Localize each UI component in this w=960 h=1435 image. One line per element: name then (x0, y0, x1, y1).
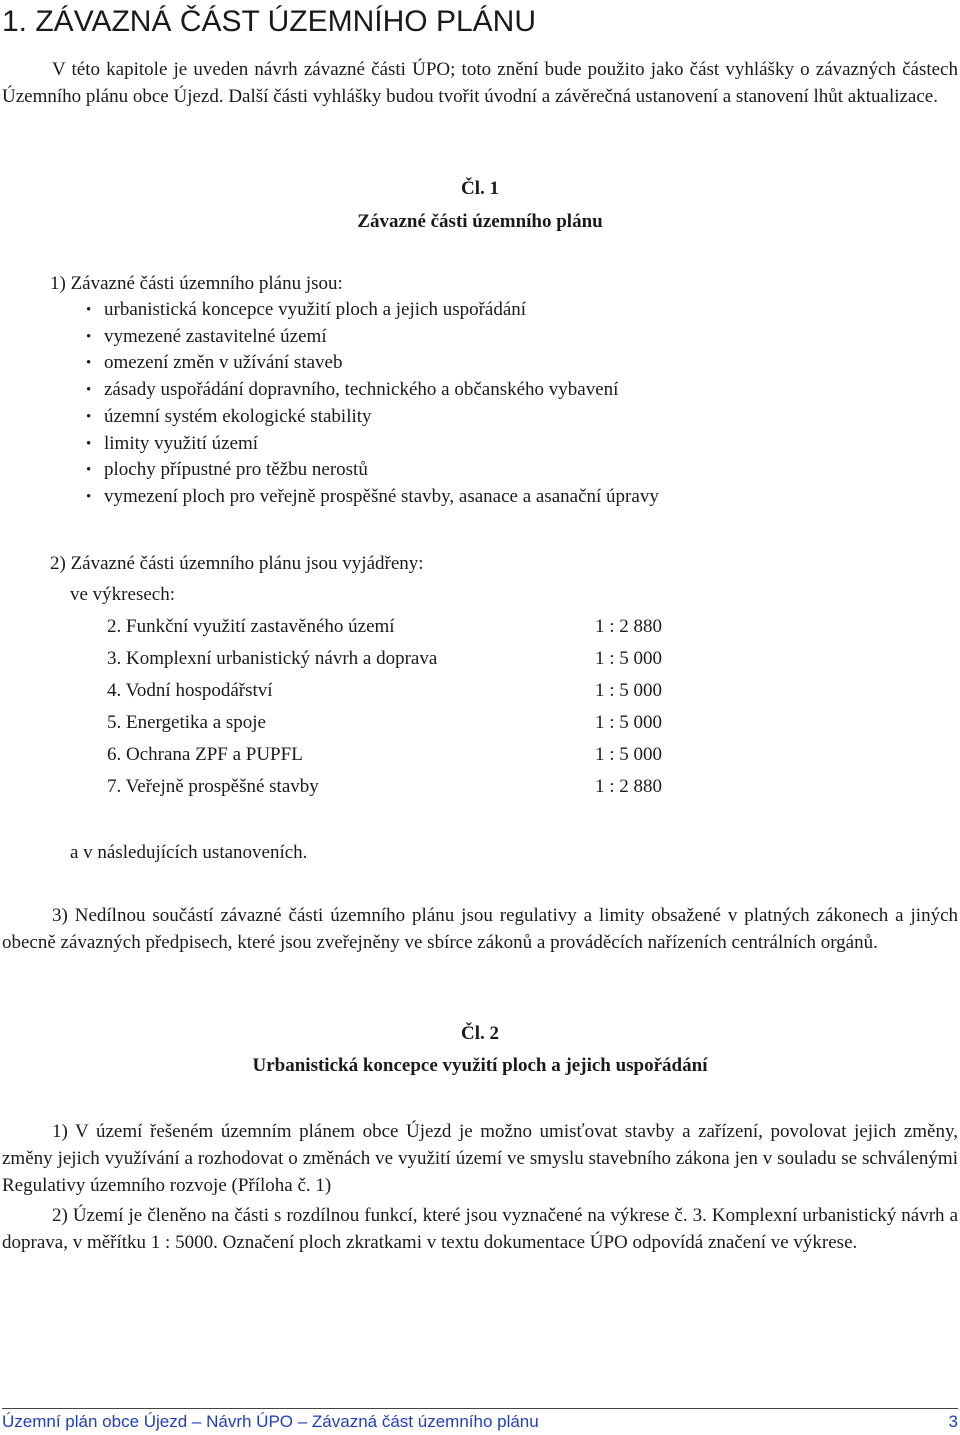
list-item: • vymezení ploch pro veřejně prospěšné stavby, asanace a asanační úpravy (86, 484, 659, 511)
list-item: • plochy přípustné pro těžbu nerostů (86, 457, 659, 484)
article-1-p2-sub: ve výkresech: (70, 584, 175, 605)
footer-text: Územní plán obce Újezd – Návrh ÚPO – Závazná část územního plánu (2, 1412, 539, 1431)
drawing-scale: 1 : 5 000 (595, 680, 663, 701)
intro-paragraph: V této kapitole je uveden návrh závazné části ÚPO; toto znění bude použito jako část vyhlášky o závazných částech Územního plánu obce Újezd. Další části vyhlášky budou tvořit úvodní a závěrečná ustanovení a stanovení lhůt aktualizace. (2, 59, 958, 107)
bullet-icon: • (86, 302, 92, 318)
list-item: • vymezené zastavitelné území (86, 324, 659, 351)
bullet-icon: • (86, 382, 92, 399)
article-1-p3: 3) Nedílnou součástí závazné části územního plánu jsou regulativy a limity obsažené v platných zákonech a jiných obecně závazných předpisech, které jsou zveřejněny ve sbírce zákonů a prováděcích nařízeních centrálních orgánů. (2, 905, 958, 953)
article-1-p2-tail: a v následujících ustanoveních. (70, 842, 308, 863)
footer-divider (2, 1408, 958, 1409)
article-1-title: Závazné části územního plánu (357, 211, 603, 232)
list-item: • zásady uspořádání dopravního, technického a občanského vybavení (86, 377, 659, 404)
bullet-icon: • (86, 435, 92, 452)
drawing-scale: 1 : 5 000 (595, 648, 663, 669)
drawing-scale: 1 : 2 880 (595, 776, 663, 797)
bullet-icon: • (86, 328, 92, 345)
list-item: • omezení změn v užívání staveb (86, 350, 659, 377)
drawing-name: 7. Veřejně prospěšné stavby (107, 776, 319, 797)
list-item: • územní systém ekologické stability (86, 404, 659, 431)
drawing-name: 5. Energetika a spoje (107, 712, 266, 733)
drawing-scale: 1 : 2 880 (595, 616, 663, 637)
drawing-scale: 1 : 5 000 (595, 744, 663, 765)
article-2-p1: 1) V území řešeném územním plánem obce Újezd je možno umisťovat stavby a zařízení, povolovat jejich změny, změny jejich využívání a rozhodovat o změnách ve využití území ve smyslu stavebního zákona jen v souladu se schválenými Regulativy územního rozvoje (Příloha č. 1) (2, 1121, 958, 1196)
article-1-bullet-list (86, 297, 659, 511)
article-2-title: Urbanistická koncepce využití ploch a jejich uspořádání (252, 1055, 708, 1076)
article-2-number: Čl. 2 (461, 1023, 499, 1044)
chapter-heading: 1. ZÁVAZNÁ ČÁST ÚZEMNÍHO PLÁNU (2, 5, 536, 38)
drawing-name: 6. Ochrana ZPF a PUPFL (107, 744, 303, 765)
list-item: • limity využití území (86, 431, 659, 458)
drawing-scale: 1 : 5 000 (595, 712, 663, 733)
drawing-name: 4. Vodní hospodářství (107, 680, 273, 701)
bullet-icon: • (86, 488, 92, 505)
bullet-icon: • (86, 408, 92, 425)
article-1-p2-lead: 2) Závazné části územního plánu jsou vyjádřeny: (50, 553, 424, 574)
article-2-p2: 2) Území je členěno na části s rozdílnou funkcí, které jsou vyznačené na výkrese č. 3. Komplexní urbanistický návrh a doprava, v měřítku 1 : 5000. Označení ploch zkratkami v textu dokumentace ÚPO odpovídá značení ve výkrese. (2, 1205, 958, 1253)
list-item: • urbanistická koncepce využití ploch a jejich uspořádání (86, 297, 659, 324)
drawing-name: 2. Funkční využití zastavěného území (107, 616, 395, 637)
bullet-icon: • (86, 355, 92, 372)
bullet-icon: • (86, 462, 92, 479)
article-1-number: Čl. 1 (461, 178, 499, 199)
drawing-name: 3. Komplexní urbanistický návrh a doprava (107, 648, 438, 669)
article-1-p1-lead: 1) Závazné části územního plánu jsou: (50, 273, 343, 294)
page-number: 3 (948, 1412, 958, 1431)
